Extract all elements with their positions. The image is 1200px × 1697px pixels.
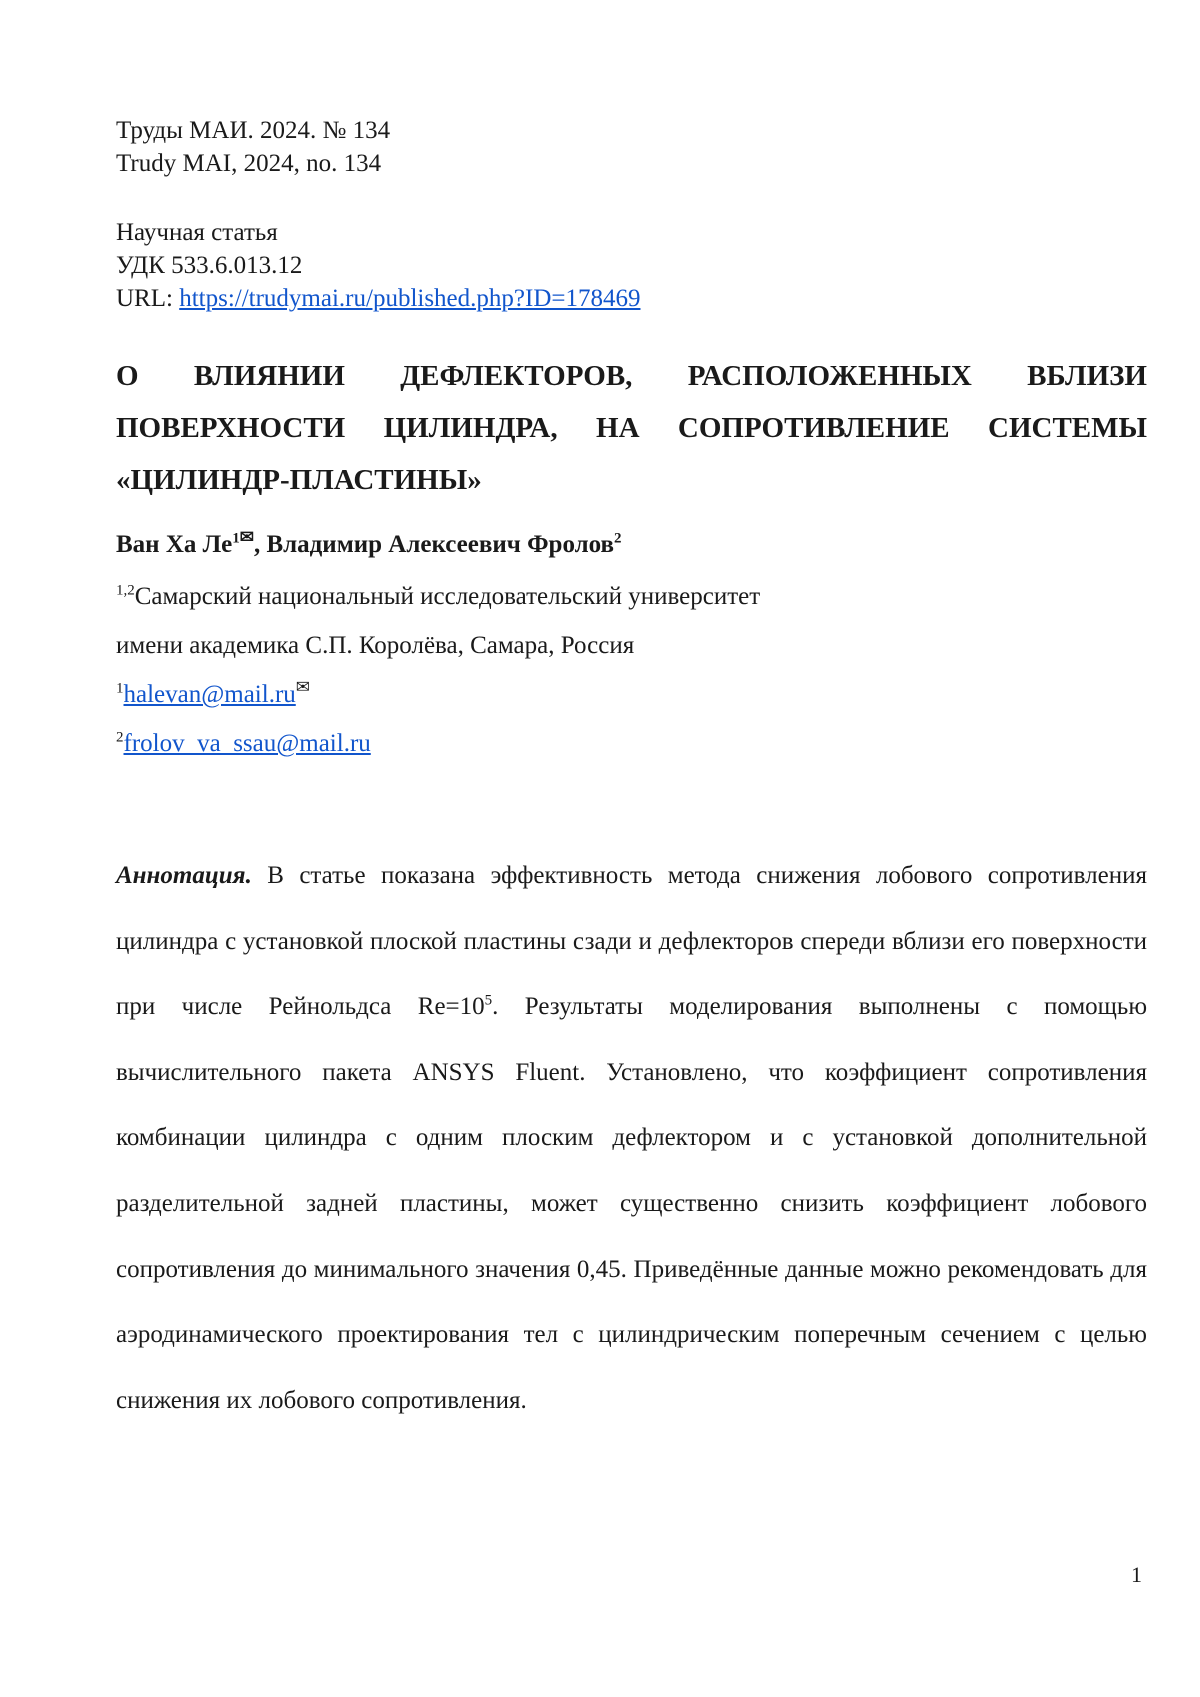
article-title: О ВЛИЯНИИ ДЕФЛЕКТОРОВ, РАСПОЛОЖЕННЫХ ВБЛИЗИ ПОВЕРХНОСТИ ЦИЛИНДРА, НА СОПРОТИВЛЕНИЕ СИСТЕМЫ «ЦИЛИНДР-ПЛАСТИНЫ» (116, 360, 1147, 496)
author-name: Владимир Алексеевич Фролов (266, 531, 615, 558)
affiliation-line: имени академика С.П. Королёва, Самара, Россия (116, 632, 635, 659)
affiliation-line (116, 572, 1147, 621)
abstract-text: . Результаты моделирования выполнены с помощью вычислительного пакета ANSYS Fluent. Установлено, что коэффициент сопротивления комбинации цилиндра с одним плоским дефлектором и с установкой дополнительной разделительной задней пластины, может существенно снизить коэффициент лобового сопротивления до минимального значения 0,45. Приведённые данные можно рекомендовать для аэродинамического проектирования тел с цилиндрическим поперечным сечением с целью снижения их лобового сопротивления. (116, 993, 1147, 1414)
article-url (116, 282, 1147, 315)
abstract (116, 843, 1147, 1433)
affiliation-text: Самарский национальный исследовательский университет (134, 583, 761, 610)
email-line (116, 670, 1147, 719)
affiliation-marker: 1,2 (116, 582, 135, 599)
author-list (116, 528, 1147, 561)
article-type: Научная статья (116, 219, 278, 246)
author-affiliation-marker: 2 (614, 530, 622, 547)
spacer (116, 180, 1147, 216)
reynolds-exponent: 5 (484, 992, 493, 1009)
author-affiliation-marker: 1 (232, 530, 240, 547)
envelope-icon: ✉ (295, 677, 311, 697)
udc-code: УДК 533.6.013.12 (116, 252, 303, 279)
author-separator: , (253, 531, 267, 558)
abstract-label: Аннотация. (116, 862, 252, 889)
envelope-icon: ✉ (239, 527, 254, 547)
page-content (116, 114, 1147, 1433)
page-number: 1 (1131, 1562, 1142, 1587)
article-url-link[interactable]: https://trudymai.ru/published.php?ID=178469 (179, 285, 641, 312)
email-marker: 2 (116, 729, 124, 746)
journal-citation-ru: Труды МАИ. 2024. № 134 (116, 117, 391, 144)
journal-citation-en: Trudy MAI, 2024, no. 134 (116, 150, 382, 177)
email-link[interactable]: halevan@mail.ru (123, 681, 296, 708)
email-line (116, 719, 1147, 768)
email-link[interactable]: frolov_va_ssau@mail.ru (123, 730, 371, 757)
abstract-text: В статье показана эффективность метода снижения лобового сопротивления цилиндра с установкой плоской пластины сзади и дефлекторов спереди вблизи его поверхности при числе Рейнольдса Re=10 (116, 862, 1147, 1021)
author-name: Ван Ха Ле (116, 531, 233, 558)
url-label: URL: (116, 285, 180, 312)
email-marker: 1 (116, 680, 124, 697)
